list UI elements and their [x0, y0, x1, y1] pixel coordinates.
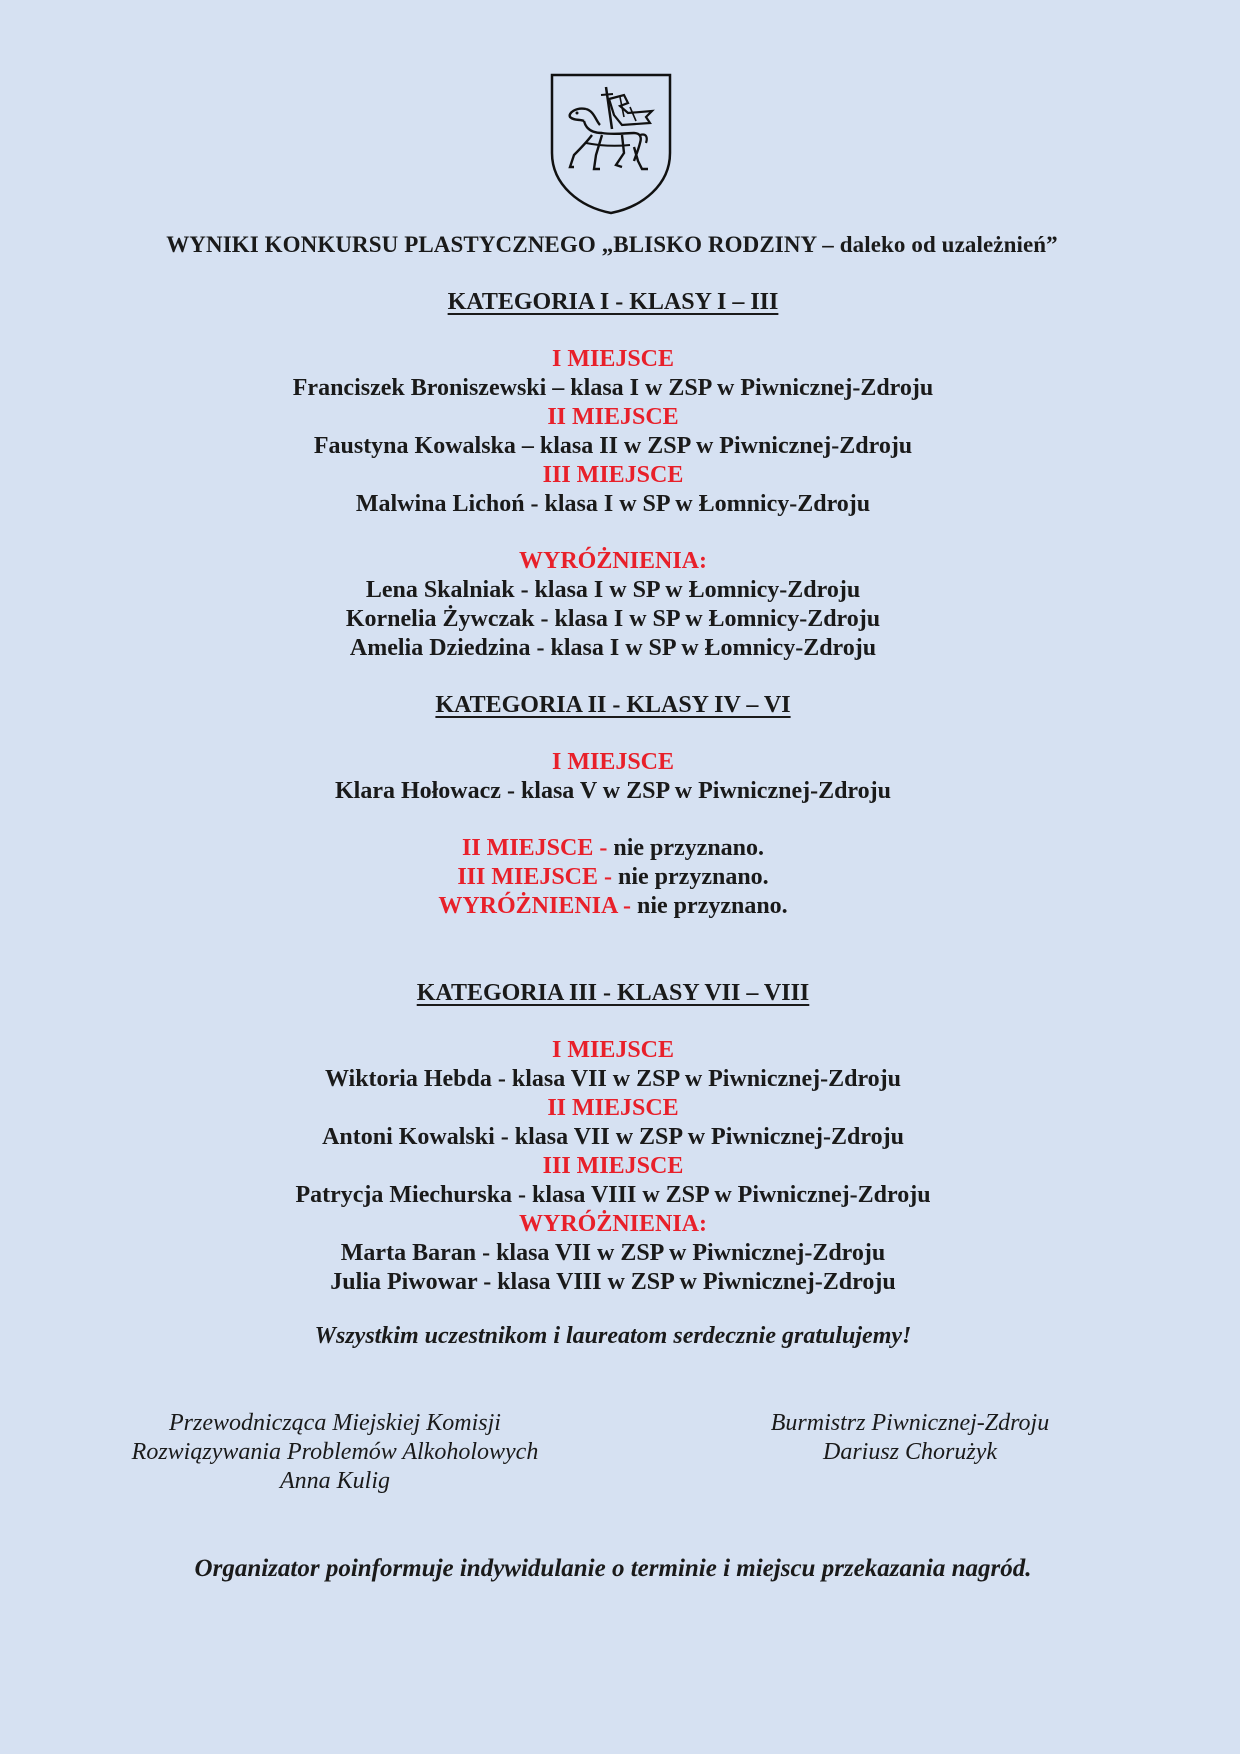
cat2-distinctions-note: nie przyznano. [637, 893, 788, 919]
cat1-place2-label: II MIEJSCE [547, 404, 679, 430]
cat2-place3-note: nie przyznano. [618, 864, 769, 890]
cat3-place2-label: II MIEJSCE [547, 1095, 679, 1121]
cat1-distinction-item: Kornelia Żywczak - klasa I w SP w Łomnicy-Zdroju [345, 606, 881, 632]
signature-left [85, 1409, 585, 1496]
footer-note: Organizator poinformuje indywidulanie o terminie i miejscu przekazania nagród. [194, 1555, 1032, 1582]
cat1-distinctions-label: WYRÓŻNIENIA: [518, 548, 707, 574]
cat3-distinction-item: Marta Baran - klasa VII w ZSP w Piwnicznej-Zdroju [340, 1240, 886, 1266]
cat2-place2-label: II MIEJSCE - [461, 835, 614, 861]
category-1-section [0, 288, 1226, 663]
cat3-place3-label: III MIEJSCE [542, 1153, 684, 1179]
congratulations-text: Wszystkim uczestnikom i laureatom serdecznie gratulujemy! [314, 1323, 912, 1349]
cat3-distinctions-label: WYRÓŻNIENIA: [518, 1211, 707, 1237]
cat1-place1-label: I MIEJSCE [551, 346, 675, 372]
category-3-section [0, 979, 1226, 1297]
cat2-place3-row [0, 863, 1226, 892]
cat2-place3-label: III MIEJSCE - [457, 864, 619, 890]
category-1-heading: KATEGORIA I - KLASY I – III [447, 289, 779, 315]
category-3-heading: KATEGORIA III - KLASY VII – VIII [416, 980, 810, 1006]
cat3-place1-winner: Wiktoria Hebda - klasa VII w ZSP w Piwnicznej-Zdroju [324, 1066, 902, 1092]
cat2-distinctions-label: WYRÓŻNIENIA - [438, 893, 638, 919]
category-2-heading: KATEGORIA II - KLASY IV – VI [435, 692, 791, 718]
cat2-place2-row [0, 834, 1226, 863]
signature-right-name: Dariusz Chorużyk [822, 1439, 997, 1465]
cat3-place2-winner: Antoni Kowalski - klasa VII w ZSP w Piwnicznej-Zdroju [322, 1124, 904, 1150]
cat1-place3-winner: Malwina Lichoń - klasa I w SP w Łomnicy-Zdroju [355, 491, 871, 517]
cat1-place3-label: III MIEJSCE [542, 462, 684, 488]
cat1-distinction-item: Amelia Dziedzina - klasa I w SP w Łomnicy-Zdroju [349, 635, 877, 661]
signature-left-line1: Przewodnicząca Miejskiej Komisji [169, 1410, 501, 1436]
cat2-place1-label: I MIEJSCE [551, 749, 675, 775]
signature-left-line2: Rozwiązywania Problemów Alkoholowych [131, 1439, 539, 1465]
signature-right [710, 1409, 1110, 1467]
category-2-section [0, 691, 1226, 921]
signature-right-line1: Burmistrz Piwnicznej-Zdroju [770, 1410, 1050, 1436]
cat2-place1-winner: Klara Hołowacz - klasa V w ZSP w Piwnicznej-Zdroju [334, 778, 891, 804]
cat1-distinction-item: Lena Skalniak - klasa I w SP w Łomnicy-Zdroju [365, 577, 861, 603]
cat3-place3-winner: Patrycja Miechurska - klasa VIII w ZSP w Piwnicznej-Zdroju [295, 1182, 931, 1208]
page-title: WYNIKI KONKURSU PLASTYCZNEGO „BLISKO RODZINY – daleko od uzależnień” [166, 232, 1058, 257]
cat1-place1-winner: Franciszek Broniszewski – klasa I w ZSP w Piwnicznej-Zdroju [292, 375, 934, 401]
coat-of-arms-icon [550, 73, 672, 215]
cat3-place1-label: I MIEJSCE [551, 1037, 675, 1063]
cat3-distinction-item: Julia Piwowar - klasa VIII w ZSP w Piwnicznej-Zdroju [330, 1269, 896, 1295]
cat1-place2-winner: Faustyna Kowalska – klasa II w ZSP w Piwnicznej-Zdroju [313, 433, 913, 459]
signature-left-name: Anna Kulig [279, 1468, 390, 1494]
cat2-distinctions-row [0, 892, 1226, 921]
cat2-place2-note: nie przyznano. [613, 835, 765, 861]
